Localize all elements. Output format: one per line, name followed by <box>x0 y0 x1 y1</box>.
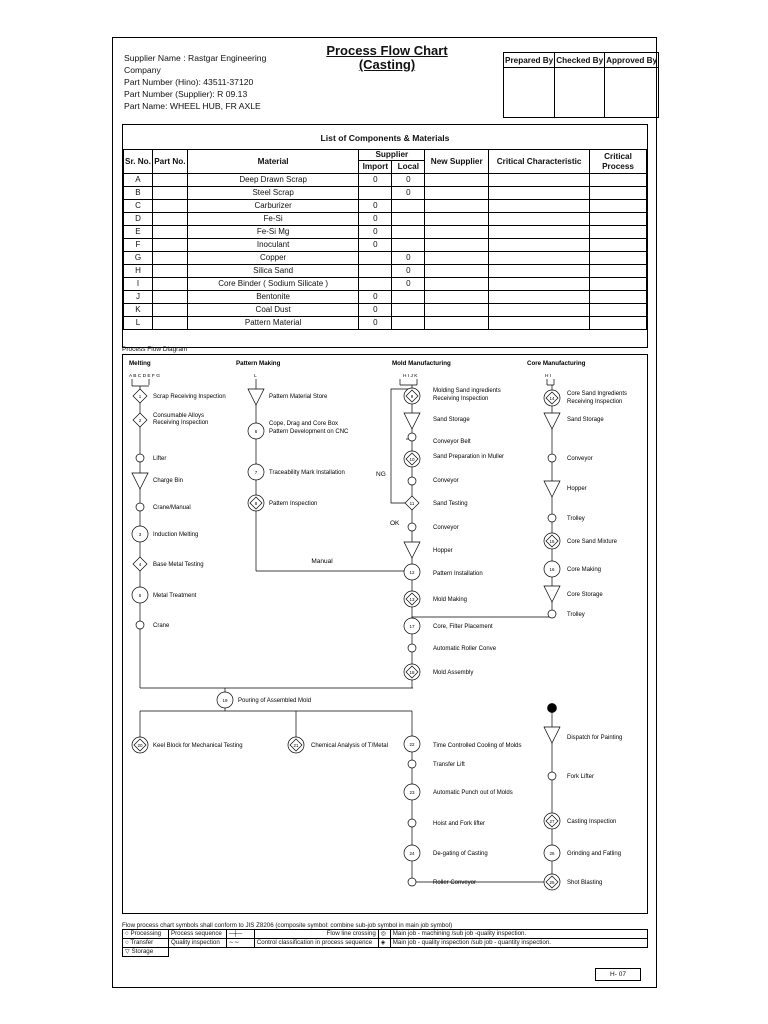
local-cell <box>392 226 425 239</box>
legend-label: Storage <box>131 948 154 955</box>
critical-process-cell <box>590 252 647 265</box>
transfer-circle <box>408 433 416 441</box>
step-number: 23 <box>409 790 415 795</box>
transfer-circle <box>408 644 416 652</box>
step-label: Induction Melting <box>153 532 199 538</box>
storage-triangle <box>544 586 560 602</box>
transfer-circle <box>408 477 416 485</box>
material-cell: Deep Drawn Scrap <box>187 174 359 187</box>
process-flow-diagram <box>122 354 648 914</box>
core-column <box>544 379 627 618</box>
approved-by-box <box>605 68 659 118</box>
storage-triangle <box>404 413 420 429</box>
supplier-info <box>124 52 284 112</box>
storage-triangle <box>544 413 560 429</box>
step-number: 6 <box>254 429 258 434</box>
col-local: Local <box>392 161 425 174</box>
material-cell: Bentonite <box>187 291 359 304</box>
legend-quality-inspection: Quality inspection <box>168 939 226 948</box>
col-header-core: Core Manufacturing <box>527 360 586 367</box>
storage-triangle <box>544 481 560 497</box>
critical-process-cell <box>590 213 647 226</box>
step-number: 18 <box>409 670 415 675</box>
col-header-melting: Melting <box>129 360 151 367</box>
part-no-cell <box>152 291 187 304</box>
step-number: 5 <box>138 593 142 598</box>
step-label: Pattern Development on CNC <box>269 429 349 435</box>
step-label: Core Sand Ingredients <box>567 391 628 397</box>
legend-empty <box>378 948 390 957</box>
import-cell <box>359 187 392 200</box>
checked-by-header: Checked By <box>555 53 605 68</box>
step-number: 9 <box>410 394 414 399</box>
col-header-pattern: Pattern Making <box>236 360 281 367</box>
step-number: 10 <box>409 457 415 462</box>
step-label: Base Metal Testing <box>153 562 204 568</box>
part-no-cell <box>152 200 187 213</box>
step-label: Keel Block for Mechanical Testing <box>153 743 243 749</box>
supplier-line: Part Name: WHEEL HUB, FR AXLE <box>124 101 261 111</box>
transfer-circle <box>408 760 416 768</box>
sr-cell: F <box>124 239 153 252</box>
step-number: 25 <box>549 880 555 885</box>
step-label: Scrap Receiving Inspection <box>153 394 226 400</box>
step-label: Pouring of Assembled Mold <box>238 698 312 704</box>
col-supplier: Supplier <box>359 150 425 161</box>
part-no-cell <box>152 265 187 278</box>
critical-process-cell <box>590 239 647 252</box>
finishing-section <box>132 688 622 890</box>
step-number: 24 <box>409 851 415 856</box>
transfer-icon: ○ <box>125 939 131 946</box>
step-number: 15 <box>549 539 555 544</box>
approved-by-header: Approved By <box>605 53 659 68</box>
transfer-circle <box>548 772 556 780</box>
step-label: Chemical Analysis of T/Metal <box>311 743 388 749</box>
prepared-by-header: Prepared By <box>504 53 555 68</box>
sr-cell: A <box>124 174 153 187</box>
step-label: Sand Preparation in Muller <box>433 454 505 460</box>
step-label: Trolley <box>567 516 585 522</box>
step-number: 11 <box>409 501 415 506</box>
sr-cell: K <box>124 304 153 317</box>
step-label: Core, Filter Placement <box>433 624 493 630</box>
step-number: 17 <box>409 624 415 629</box>
import-cell: 0 <box>359 174 392 187</box>
part-no-cell <box>152 187 187 200</box>
step-label: Conveyor <box>433 525 459 531</box>
transfer-circle <box>408 878 416 886</box>
step-label: Roller Conveyor <box>433 880 477 886</box>
critical-process-cell <box>590 200 647 213</box>
sr-cell: I <box>124 278 153 291</box>
material-cell: Steel Scrap <box>187 187 359 200</box>
new-supplier-cell <box>425 239 489 252</box>
flow-label-ng: NG <box>376 471 386 478</box>
step-number: 12 <box>409 570 415 575</box>
import-cell: 0 <box>359 200 392 213</box>
supplier-line: Company <box>124 65 161 75</box>
import-cell: 0 <box>359 317 392 330</box>
new-supplier-cell <box>425 265 489 278</box>
step-label: Time Controlled Cooling of Molds <box>433 743 522 749</box>
legend-storage <box>123 948 169 957</box>
local-cell: 0 <box>392 187 425 200</box>
step-label: Core Sand Mixture <box>567 539 618 545</box>
process-flow-sheet <box>112 37 657 988</box>
critical-process-cell <box>590 174 647 187</box>
step-label: Receiving Inspection <box>153 420 209 426</box>
material-cell: Fe-Si Mg <box>187 226 359 239</box>
critical-characteristic-cell <box>489 291 590 304</box>
step-label: Sand Testing <box>433 501 468 507</box>
composite-symbol-icon: ◎ <box>378 930 390 939</box>
step-label: Casting Inspection <box>567 819 617 825</box>
table-row <box>124 317 647 330</box>
import-cell <box>359 252 392 265</box>
step-number: 7 <box>254 470 258 475</box>
import-cell: 0 <box>359 213 392 226</box>
step-label: Receiving Inspection <box>433 396 489 402</box>
storage-triangle <box>248 389 264 405</box>
mold-column <box>376 379 555 688</box>
step-label: Molding Sand ingredients <box>433 388 501 394</box>
table-row <box>124 213 647 226</box>
step-number: 3 <box>138 532 142 537</box>
storage-triangle <box>544 727 560 743</box>
legend-empty <box>226 948 254 957</box>
import-cell: 0 <box>359 291 392 304</box>
step-label: Transfer Lift <box>433 762 465 768</box>
col-new-supplier: New Supplier <box>425 150 489 174</box>
step-label: Dispatch for Painting <box>567 735 623 741</box>
legend-empty <box>254 948 378 957</box>
step-label: Core Making <box>567 567 602 573</box>
step-label: Pattern Material Store <box>269 394 328 400</box>
legend-label: Transfer <box>130 939 154 946</box>
transfer-circle <box>408 819 416 827</box>
page-number: H- 07 <box>595 968 641 981</box>
local-cell: 0 <box>392 278 425 291</box>
material-cell: Pattern Material <box>187 317 359 330</box>
col-header-mold: Mold Manufacturing <box>392 360 451 367</box>
step-label: Pattern Installation <box>433 571 483 577</box>
local-cell <box>392 200 425 213</box>
table-row <box>124 291 647 304</box>
import-cell <box>359 265 392 278</box>
new-supplier-cell <box>425 174 489 187</box>
components-title: List of Components & Materials <box>320 133 450 143</box>
part-no-cell <box>152 278 187 291</box>
step-number: 27 <box>549 819 555 824</box>
step-label: Grinding and Fatling <box>567 851 622 857</box>
step-label: Receiving Inspection <box>567 399 623 405</box>
step-label: Cope, Drag and Core Box <box>269 421 339 427</box>
title-subline: (Casting) <box>358 57 416 72</box>
new-supplier-cell <box>425 200 489 213</box>
table-row <box>124 174 647 187</box>
import-cell: 0 <box>359 226 392 239</box>
new-supplier-cell <box>425 226 489 239</box>
table-row <box>124 200 647 213</box>
critical-process-cell <box>590 304 647 317</box>
material-cell: Core Binder ( Sodium Silicate ) <box>187 278 359 291</box>
col-critical-process: Critical Process <box>590 150 647 174</box>
legend-process-sequence: Process sequence <box>168 930 226 939</box>
step-label: Conveyor <box>567 456 593 462</box>
table-row <box>124 187 647 200</box>
critical-characteristic-cell <box>489 265 590 278</box>
step-label: Traceability Mark Installation <box>269 470 345 476</box>
step-label: Conveyor <box>433 478 459 484</box>
transfer-circle <box>408 523 416 531</box>
flow-label-ok: OK <box>390 520 400 527</box>
critical-process-cell <box>590 278 647 291</box>
local-cell <box>392 239 425 252</box>
step-label: Crane/Manual <box>153 505 191 511</box>
step-label: Consumable Alloys <box>153 413 205 419</box>
step-number: 2 <box>138 418 142 423</box>
legend-processing <box>123 930 169 939</box>
sr-cell: C <box>124 200 153 213</box>
sr-cell: G <box>124 252 153 265</box>
legend-main-job-2: Main job - quality inspection /sub job - quantity inspection. <box>390 939 647 948</box>
step-label: Automatic Punch out of Molds <box>433 790 513 796</box>
critical-characteristic-cell <box>489 187 590 200</box>
flow-diagram-svg <box>123 355 647 913</box>
step-label: Conveyor Belt <box>433 439 471 445</box>
page-title <box>303 44 471 72</box>
step-number: 14 <box>549 396 555 401</box>
local-cell: 0 <box>392 265 425 278</box>
legend-table <box>122 929 648 957</box>
critical-process-cell <box>590 187 647 200</box>
new-supplier-cell <box>425 187 489 200</box>
new-supplier-cell <box>425 304 489 317</box>
feed-pattern: L <box>254 374 257 379</box>
material-cell: Coal Dust <box>187 304 359 317</box>
step-label: Crane <box>153 623 170 629</box>
step-label: Hopper <box>433 548 453 554</box>
step-label: Charge Bin <box>153 478 184 484</box>
step-label: Trolley <box>567 612 585 618</box>
legend-note: Flow process chart symbols shall conform to JIS Z8206 (composite symbol: combine sub-job symbol in main job symbol) <box>122 922 453 929</box>
local-cell: 0 <box>392 174 425 187</box>
step-label: Automatic Roller Conve <box>433 646 497 652</box>
legend-main-job-1: Main job - machining /sub job -quality inspection. <box>390 930 647 939</box>
col-sr-no: Sr. No. <box>124 150 153 174</box>
col-import: Import <box>359 161 392 174</box>
signature-table <box>503 52 659 118</box>
legend-transfer <box>123 939 169 948</box>
critical-characteristic-cell <box>489 213 590 226</box>
new-supplier-cell <box>425 213 489 226</box>
new-supplier-cell <box>425 291 489 304</box>
critical-process-cell <box>590 226 647 239</box>
col-critical-characteristic: Critical Characteristic <box>489 150 590 174</box>
part-no-cell <box>152 252 187 265</box>
components-body <box>124 174 647 330</box>
components-table <box>123 149 647 330</box>
transfer-circle <box>548 610 556 618</box>
title-line: Process Flow Chart <box>326 43 448 58</box>
step-label: Mold Making <box>433 597 468 603</box>
part-no-cell <box>152 304 187 317</box>
step-label: Metal Treatment <box>153 593 197 599</box>
sr-cell: L <box>124 317 153 330</box>
step-label: Sand Storage <box>433 417 470 423</box>
step-number: 16 <box>549 567 555 572</box>
step-label: Hopper <box>567 486 587 492</box>
supplier-line: Part Number (Supplier): R 09.13 <box>124 89 248 99</box>
col-material: Material <box>187 150 359 174</box>
step-label: Shot Blasting <box>567 880 603 886</box>
local-cell: 0 <box>392 252 425 265</box>
supplier-line: Part Number (Hino): 43511-37120 <box>124 77 254 87</box>
step-number: 26 <box>549 851 555 856</box>
sr-cell: D <box>124 213 153 226</box>
composite-symbol-icon: ◈ <box>378 939 390 948</box>
part-no-cell <box>152 213 187 226</box>
components-section <box>122 124 648 348</box>
step-number: 4 <box>138 562 142 567</box>
critical-process-cell <box>590 317 647 330</box>
critical-process-cell <box>590 291 647 304</box>
critical-characteristic-cell <box>489 278 590 291</box>
diagram-caption: Process Flow Diagram <box>122 346 188 353</box>
step-number: 21 <box>293 743 299 748</box>
storage-icon: ▽ <box>125 948 132 955</box>
material-cell: Copper <box>187 252 359 265</box>
local-cell <box>392 213 425 226</box>
legend-flow-crossing: Flow line crossing <box>254 930 378 939</box>
legend-empty <box>390 948 647 957</box>
local-cell <box>392 304 425 317</box>
step-label: Mold Assembly <box>433 670 474 676</box>
transfer-circle <box>548 454 556 462</box>
step-label: Lifter <box>153 456 167 462</box>
local-cell <box>392 291 425 304</box>
new-supplier-cell <box>425 252 489 265</box>
legend-control-classification: Control classification in process sequence <box>254 939 378 948</box>
storage-triangle <box>404 542 420 558</box>
material-cell: Fe-Si <box>187 213 359 226</box>
transfer-circle <box>136 503 144 511</box>
legend-label: Processing <box>130 930 162 937</box>
import-cell <box>359 278 392 291</box>
legend-empty <box>168 948 226 957</box>
transfer-circle <box>136 454 144 462</box>
critical-characteristic-cell <box>489 200 590 213</box>
sr-cell: E <box>124 226 153 239</box>
end-dot <box>548 704 557 713</box>
processing-icon: ○ <box>125 930 131 937</box>
critical-characteristic-cell <box>489 304 590 317</box>
critical-characteristic-cell <box>489 317 590 330</box>
table-row <box>124 304 647 317</box>
feed-melting: A B C D E F G <box>129 374 160 379</box>
flow-label-manual: Manual <box>311 558 333 565</box>
critical-characteristic-cell <box>489 174 590 187</box>
table-row <box>124 239 647 252</box>
part-no-cell <box>152 239 187 252</box>
step-label: Sand Storage <box>567 417 604 423</box>
step-label: Pattern Inspection <box>269 501 318 507</box>
transfer-circle <box>548 514 556 522</box>
table-row <box>124 278 647 291</box>
critical-characteristic-cell <box>489 239 590 252</box>
sr-cell: B <box>124 187 153 200</box>
critical-characteristic-cell <box>489 252 590 265</box>
step-label: Core Storage <box>567 592 603 598</box>
local-cell <box>392 317 425 330</box>
material-cell: Carburizer <box>187 200 359 213</box>
part-no-cell <box>152 226 187 239</box>
wave-line-icon: ∼∼ <box>226 939 254 948</box>
table-row <box>124 265 647 278</box>
step-number: 20 <box>137 743 143 748</box>
sr-cell: H <box>124 265 153 278</box>
prepared-by-box <box>504 68 555 118</box>
critical-characteristic-cell <box>489 226 590 239</box>
sr-cell: J <box>124 291 153 304</box>
new-supplier-cell <box>425 317 489 330</box>
col-part-no: Part No. <box>152 150 187 174</box>
critical-process-cell <box>590 265 647 278</box>
step-number: 13 <box>409 597 415 602</box>
part-no-cell <box>152 317 187 330</box>
step-label: Hoist and Fork lifter <box>433 821 486 827</box>
feed-mold: H I J K <box>403 374 418 379</box>
storage-triangle <box>132 473 148 489</box>
transfer-circle <box>136 621 144 629</box>
step-label: Fork Lifter <box>567 774 595 780</box>
step-label: De-gating of Casting <box>433 851 488 857</box>
table-row <box>124 252 647 265</box>
table-row <box>124 226 647 239</box>
supplier-line: Supplier Name : Rastgar Engineering <box>124 53 267 63</box>
import-cell: 0 <box>359 304 392 317</box>
feed-core: H I <box>545 374 552 379</box>
step-number: 22 <box>409 742 415 747</box>
step-number: 1 <box>138 394 142 399</box>
material-cell: Inoculant <box>187 239 359 252</box>
checked-by-box <box>555 68 605 118</box>
import-cell: 0 <box>359 239 392 252</box>
material-cell: Silica Sand <box>187 265 359 278</box>
part-no-cell <box>152 174 187 187</box>
step-number: 19 <box>222 698 228 703</box>
new-supplier-cell <box>425 278 489 291</box>
sequence-arrow-icon: ─┼─ <box>226 930 254 939</box>
step-number: 8 <box>254 501 258 506</box>
